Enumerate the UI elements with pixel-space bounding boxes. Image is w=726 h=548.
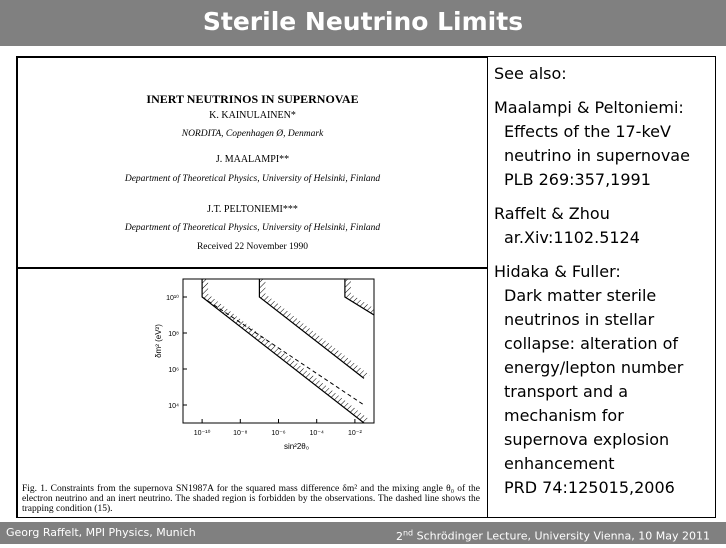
note-detail-line: energy/lepton number [504, 358, 684, 377]
footer-bar [0, 522, 726, 544]
footer-author: Georg Raffelt, MPI Physics, Munich [6, 526, 196, 539]
note-detail-line: neutrinos in stellar [504, 310, 655, 329]
notes-gap [494, 250, 712, 260]
figure-caption: Fig. 1. Constraints from the supernova SN1987A for the squared mass difference δm² and the mixing angle θ₀ of the electron neutrino and an inert neutrino. The shaded region is forbidden by the observations. The dashed line shows the trapping condition (15). [22, 484, 480, 514]
y-tick-label: 10⁶ [168, 367, 179, 374]
note-detail-line: PRD 74:125015,2006 [504, 478, 675, 497]
column-divider [487, 57, 488, 516]
y-axis-label: δm² (eV²) [154, 324, 163, 358]
x-tick-label: 10⁻¹⁰ [193, 430, 211, 437]
note-heading-line: Raffelt & Zhou [494, 204, 610, 223]
note-detail-line: enhancement [504, 454, 615, 473]
paper-affiliation-1: NORDITA, Copenhagen Ø, Denmark [181, 129, 324, 139]
notes-gap [494, 86, 712, 96]
slide-title: Sterile Neutrino Limits [202, 7, 524, 36]
note-detail-line: Dark matter sterile [504, 286, 657, 305]
y-tick-label: 10⁴ [168, 403, 179, 410]
paper-author-3: J.T. PELTONIEMI*** [207, 204, 298, 215]
note-heading-line: See also: [494, 64, 567, 83]
paper-figure-image [17, 268, 488, 518]
note-detail-line: Effects of the 17-keV [504, 122, 671, 141]
footer-event-text: Schrödinger Lecture, University Vienna, 10 May 2011 [413, 529, 710, 543]
x-tick-label: 10⁻² [347, 430, 362, 437]
note-detail-line: PLB 269:357,1991 [504, 170, 651, 189]
footer-ordinal-suffix: nd [402, 528, 414, 537]
y-tick-label: 10⁸ [168, 331, 179, 338]
paper-author-2: J. MAALAMPI** [215, 154, 290, 165]
note-detail-line: supernova explosion [504, 430, 670, 449]
x-axis-label: sin²2θ₀ [283, 442, 310, 451]
paper-affiliation-3: Department of Theoretical Physics, University of Helsinki, Finland [124, 223, 381, 233]
note-detail-line: mechanism for [504, 406, 624, 425]
note-heading-line: Hidaka & Fuller: [494, 262, 621, 281]
note-detail-line: transport and a [504, 382, 629, 401]
paper-affiliation-2: Department of Theoretical Physics, University of Helsinki, Finland [124, 174, 381, 184]
note-detail-line: collapse: alteration of [504, 334, 678, 353]
chart-svg [18, 269, 487, 517]
note-detail-line: ar.Xiv:1102.5124 [504, 228, 640, 247]
forbidden-hatch-band [259, 276, 370, 378]
note-detail-line: neutrino in supernovae [504, 146, 690, 165]
footer-ordinal: 2nd [395, 528, 414, 543]
paper-title: INERT NEUTRINOS IN SUPERNOVAE [146, 92, 359, 106]
notes-gap [494, 192, 712, 202]
y-tick-label: 10¹⁰ [166, 295, 179, 302]
x-tick-label: 10⁻⁴ [309, 430, 324, 437]
paper-author-1: K. KAINULAINEN* [209, 110, 296, 121]
forbidden-hatch-band [202, 276, 370, 423]
forbidden-hatch-band [345, 276, 380, 315]
note-heading-line: Maalampi & Peltoniemi: [494, 98, 684, 117]
x-tick-label: 10⁻⁸ [233, 430, 248, 437]
x-tick-label: 10⁻⁶ [271, 430, 286, 437]
paper-header-image [17, 57, 488, 268]
paper-received: Received 22 November 1990 [196, 242, 309, 252]
notes-list [494, 62, 712, 500]
